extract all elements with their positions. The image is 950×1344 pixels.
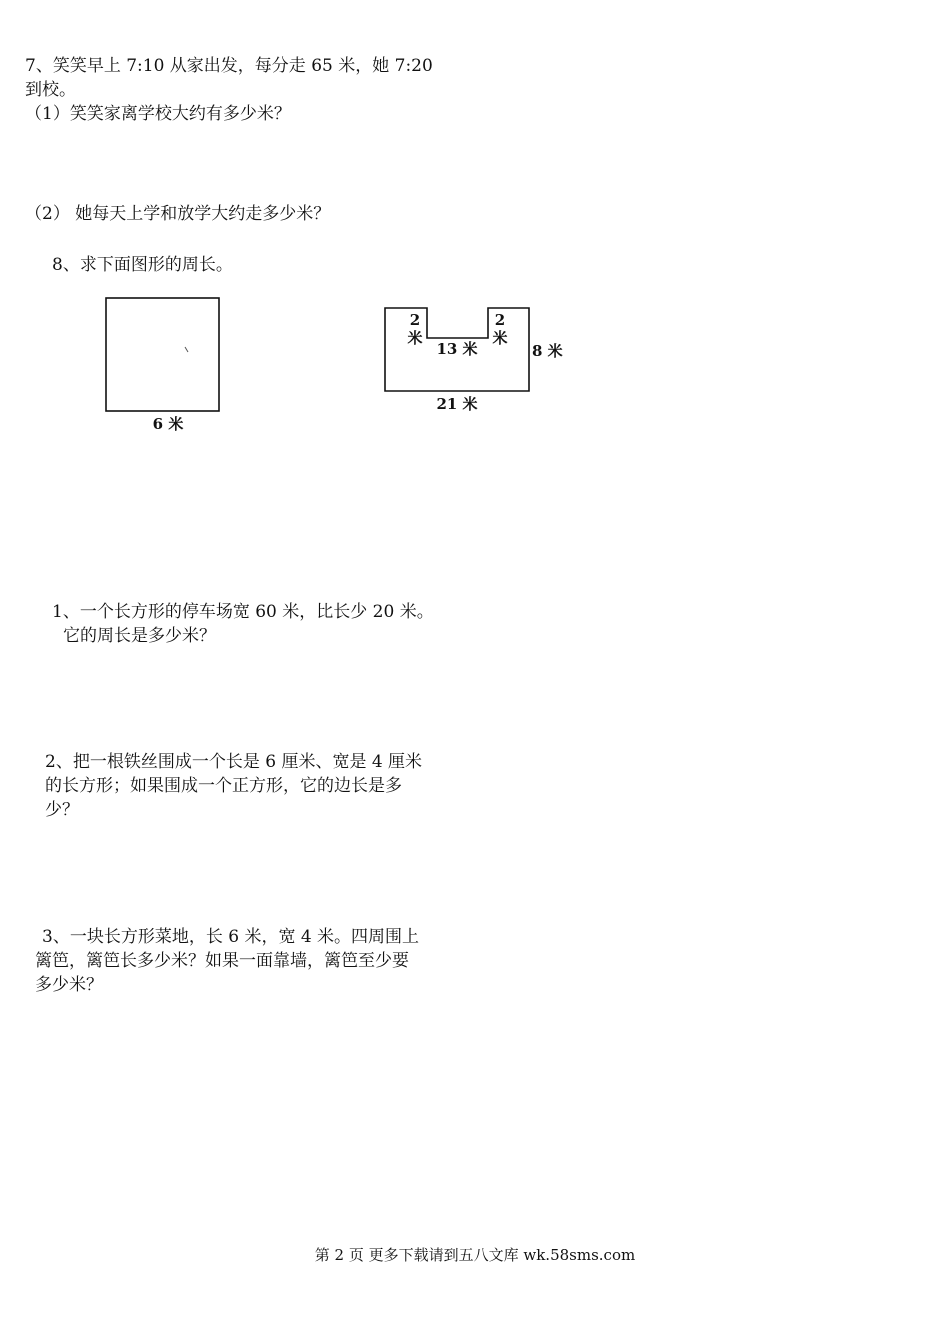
notch-length-label: 13 米	[436, 340, 478, 358]
left-tab-width-unit: 米	[407, 329, 423, 347]
q7-sub-question-1: （1）笑笑家离学校大约有多少米？	[25, 104, 291, 124]
bottom-length-label: 21 米	[436, 395, 478, 413]
p2-line-3: 少？	[45, 800, 79, 820]
page-footer: 第 2 页 更多下载请到五八文库 wk.58sms.com	[314, 1246, 636, 1264]
square-outline	[106, 298, 219, 411]
p2-line-2: 的长方形；如果围成一个正方形，它的边长是多	[45, 776, 402, 796]
right-tab-width-number: 2	[494, 311, 506, 329]
right-tab-width-unit: 米	[492, 329, 508, 347]
p3-line-2: 篱笆，篱笆长多少米？如果一面靠墙，篱笆至少要	[35, 951, 409, 971]
square-figure	[100, 290, 230, 440]
p3-line-3: 多少米？	[35, 975, 103, 995]
p3-line-1: 3、一块长方形菜地，长 6 米，宽 4 米。四周围上	[42, 927, 420, 947]
notched-rectangle-figure	[380, 300, 580, 420]
p1-line-2: 它的周长是多少米？	[63, 626, 216, 646]
q7-line-1: 7、笑笑早上 7:10 从家出发，每分走 65 米，她 7:20	[25, 56, 433, 76]
stray-mark	[185, 347, 188, 352]
q8-title: 8、求下面图形的周长。	[52, 255, 233, 275]
q7-line-2: 到校。	[25, 80, 76, 100]
height-label: 8 米	[532, 342, 563, 360]
square-side-label: 6 米	[152, 415, 184, 433]
p1-line-1: 1、一个长方形的停车场宽 60 米，比长少 20 米。	[52, 602, 434, 622]
left-tab-width-number: 2	[409, 311, 421, 329]
p2-line-1: 2、把一根铁丝围成一个长是 6 厘米、宽是 4 厘米	[45, 752, 423, 772]
q7-sub-question-2: （2） 她每天上学和放学大约走多少米？	[25, 204, 331, 224]
